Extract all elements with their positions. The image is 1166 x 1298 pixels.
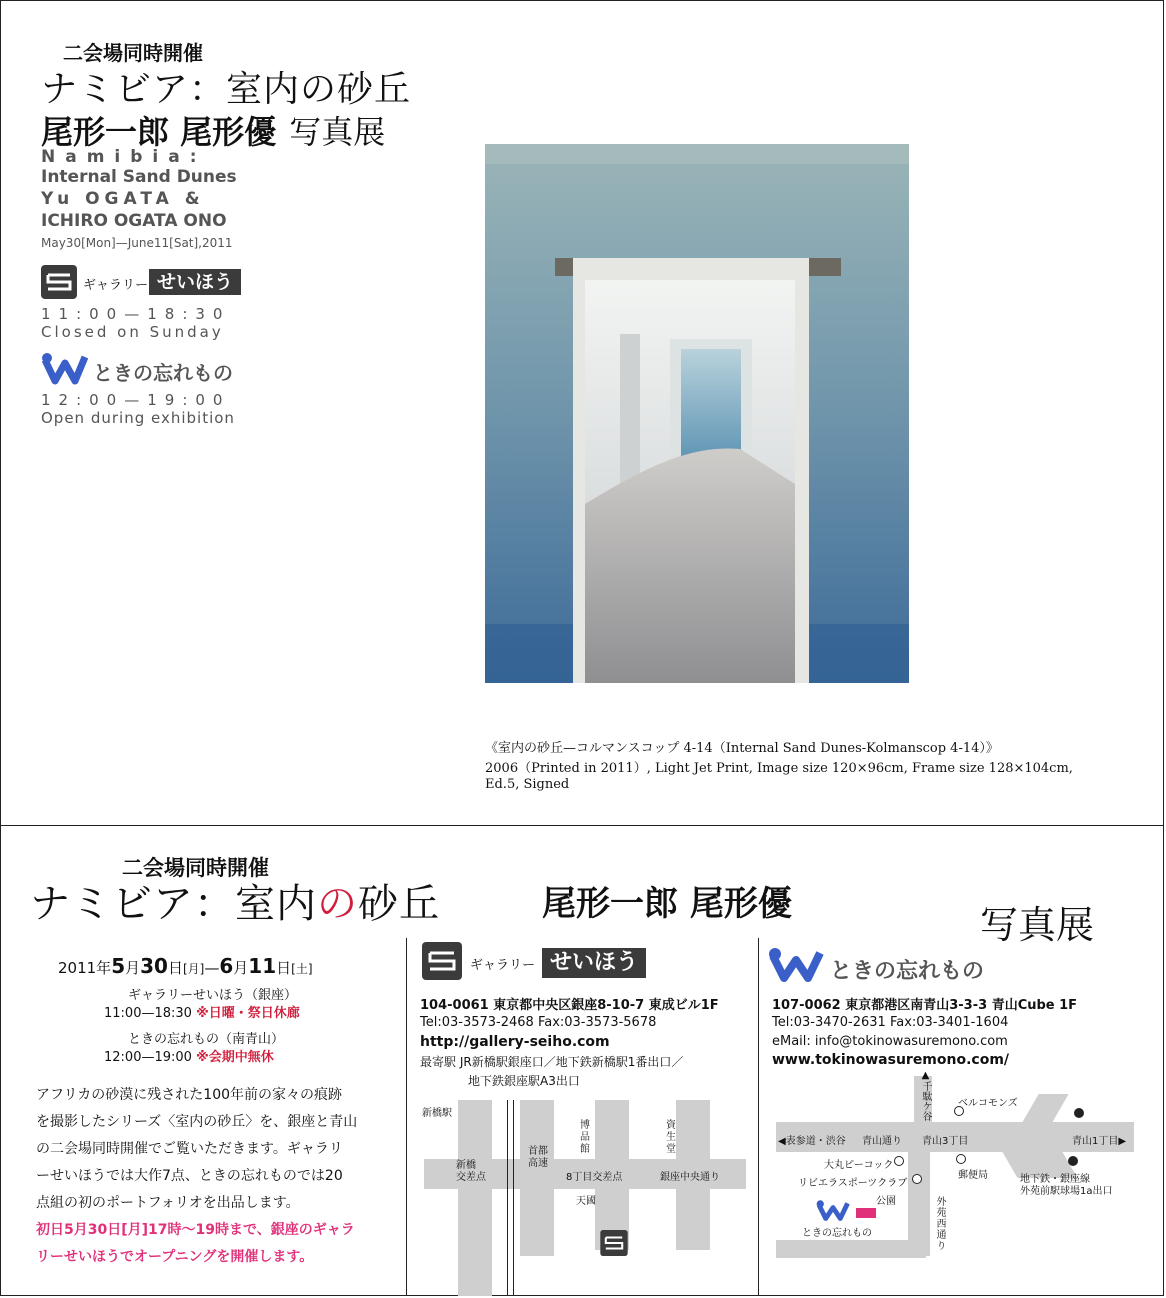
date-month2: 6 — [219, 954, 234, 978]
map2-daimaru: 大丸ピーコック — [824, 1160, 894, 1171]
toki-url[interactable]: www.tokinowasuremono.com/ — [772, 1052, 1010, 1068]
caption-details: 2006（Printed in 2011）, Light Jet Print, Image size 120×96cm, Frame size 128×104cm, — [485, 761, 1073, 776]
photo-image — [485, 144, 909, 683]
gallery-tel: Tel:03-3573-2468 Fax:03-3573-5678 — [420, 1015, 657, 1030]
top-gallery-hours: 11:00—18:30 — [41, 305, 231, 323]
seiho-logo-icon — [422, 942, 462, 980]
map1-ginza-chuo: 銀座中央通り — [660, 1172, 720, 1183]
map1-rail-1 — [507, 1100, 508, 1296]
map2-aoyama3: 青山3丁目 — [922, 1136, 969, 1147]
bottom-toki-name: ときの忘れもの — [830, 959, 985, 984]
map2-subway-marker — [1074, 1108, 1084, 1118]
bottom-dates — [58, 954, 313, 978]
map2-subway-2: 外苑前駅球場1a出口 — [1020, 1186, 1113, 1197]
toki-tel: Tel:03-3470-2631 Fax:03-3401-1604 — [772, 1015, 1009, 1030]
map2-toki-location-marker — [856, 1208, 876, 1218]
opening-line-2: リーせいほうでオープニングを開催します。 — [36, 1249, 314, 1265]
date-year: 2011年 — [58, 959, 112, 977]
map1-shuto: 首都 高速 — [528, 1146, 548, 1169]
opening-line-1: 初日5月30日[月]17時～19時まで、銀座のギャラ — [36, 1222, 355, 1238]
bottom-title-no: の — [317, 881, 358, 927]
desc-line-3: の二会場同時開催でご覧いただきます。ギャラリ — [36, 1141, 343, 1157]
top-dates-en: May30[Mon]—June11[Sat],2011 — [41, 236, 233, 250]
map1-seiho-marker-icon — [600, 1230, 628, 1256]
toki-email[interactable]: eMail: info@tokinowasuremono.com — [772, 1034, 1008, 1049]
desc-line-4: ーせいほうでは大作7点、ときの忘れものでは20 — [36, 1168, 343, 1184]
bottom-gallery-name: せいほう — [542, 948, 646, 978]
map2-omotesando: ◀表参道・渋谷 — [778, 1136, 846, 1147]
map2-koen: 公園 — [876, 1196, 896, 1207]
map2-daimaru-marker — [894, 1156, 904, 1166]
bottom-exhibition: 写真展 — [980, 903, 1095, 947]
venue2-note: ※会期中無休 — [196, 1050, 274, 1065]
map1-shinbashi-eki: 新橋駅 — [422, 1108, 452, 1119]
map2-bellecommons: ベルコモンズ — [958, 1098, 1018, 1109]
map2-yubinkyoku-marker — [956, 1154, 966, 1164]
date-day2: 11 — [248, 954, 277, 978]
date-weekday2: [土] — [291, 962, 313, 976]
gallery-station-2: 地下鉄銀座駅A3出口 — [468, 1074, 580, 1088]
top-title-en-2: Internal Sand Dunes — [41, 167, 237, 187]
map2-riviera: リビエラスポーツクラブ — [798, 1178, 908, 1189]
divider-2 — [758, 938, 759, 1296]
bottom-title-a: ナミビア：室内 — [30, 881, 317, 927]
top-toki-hours: 12:00—19:00 — [41, 391, 231, 409]
venue1-note: ※日曜・祭日休廊 — [196, 1006, 300, 1021]
map1-hatchome: 8丁目交差点 — [566, 1172, 623, 1183]
caption-edition: Ed.5, Signed — [485, 777, 570, 792]
map2-road-south — [776, 1240, 926, 1258]
map1-hakuhinkan: 博 品 館 — [580, 1120, 590, 1155]
date-day-unit1: 日 — [167, 959, 183, 977]
toki-address: 107-0062 東京都港区南青山3-3-3 青山Cube 1F — [772, 998, 1078, 1013]
map2-toki: ときの忘れもの — [802, 1228, 872, 1239]
gallery-station-1: 最寄駅 JR新橋駅銀座口／地下鉄新橋駅1番出口／ — [420, 1055, 684, 1069]
map1-road-v1 — [458, 1100, 492, 1296]
desc-line-5: 点組の初のポートフォリオを出品します。 — [36, 1195, 300, 1211]
map2-aoyama1: 青山1丁目▶ — [1072, 1136, 1127, 1147]
divider-1 — [406, 938, 407, 1296]
top-artists-en-2: ICHIRO OGATA ONO — [41, 211, 227, 231]
bottom-gallery-label: ギャラリー — [470, 958, 536, 973]
map2-riviera-marker — [912, 1174, 922, 1184]
date-dash: — — [204, 959, 220, 977]
map2-aoyama-dori-label: 青山通り — [862, 1136, 902, 1147]
description — [36, 1082, 357, 1271]
map1-tenkuni: 天國 — [576, 1196, 596, 1207]
seiho-logo-icon — [41, 265, 77, 299]
map2-gaien: 外苑西通り — [934, 1196, 945, 1251]
exhibition-photo — [485, 144, 909, 683]
gallery-url[interactable]: http://gallery-seiho.com — [420, 1034, 610, 1050]
map2-subway-1: 地下鉄・銀座線 — [1020, 1174, 1090, 1185]
venue1-hours: 11:00—18:30 — [104, 1006, 192, 1021]
top-title-en-1: Namibia: — [41, 147, 207, 167]
top-gallery-label: ギャラリー — [83, 278, 149, 293]
desc-line-2: を撮影したシリーズ〈室内の砂丘〉を、銀座と青山 — [36, 1114, 358, 1130]
date-weekday1: [月] — [182, 962, 205, 976]
top-toki-open: Open during exhibition — [41, 409, 235, 427]
venue2-hours-line — [104, 1046, 274, 1065]
top-gallery-closed: Closed on Sunday — [41, 323, 224, 341]
top-title-jp: ナミビア：室内の砂丘 — [41, 69, 412, 110]
toki-logo-icon — [768, 946, 824, 982]
bottom-artists: 尾形一郎 尾形優 — [542, 884, 792, 924]
venue1-name: ギャラリーせいほう（銀座） — [128, 988, 298, 1003]
date-month1: 5 — [111, 954, 126, 978]
map2-sendagaya: ▲千駄ケ谷 — [920, 1070, 931, 1121]
toki-logo-icon — [41, 351, 89, 385]
venue1-hours-line — [104, 1002, 300, 1021]
bottom-concurrent: 二会場同時開催 — [122, 856, 269, 880]
top-toki-name: ときの忘れもの — [93, 361, 233, 385]
top-concurrent: 二会場同時開催 — [63, 41, 203, 65]
bottom-title — [30, 874, 440, 934]
venue2-name: ときの忘れもの（南青山） — [128, 1032, 285, 1047]
desc-line-1: アフリカの砂漠に残された100年前の家々の痕跡 — [36, 1087, 343, 1103]
top-gallery-name: せいほう — [149, 269, 241, 295]
bottom-title-b: 砂丘 — [358, 881, 440, 927]
map1-shiseido: 資 生 堂 — [666, 1120, 676, 1155]
venue2-hours: 12:00—19:00 — [104, 1050, 192, 1065]
date-day-unit2: 日 — [276, 959, 292, 977]
map2-subway-marker-2 — [1068, 1156, 1078, 1166]
map2-toki-logo-icon — [816, 1198, 850, 1222]
map1-shinbashi-kosaten: 新橋 交差点 — [456, 1160, 486, 1183]
top-exhibition-jp: 写真展 — [289, 113, 386, 151]
map1-rail-2 — [513, 1100, 514, 1296]
date-month-unit2: 月 — [233, 959, 249, 977]
caption-title: 《室内の砂丘—コルマンスコップ 4-14（Internal Sand Dunes-Kolmanscop 4-14）》 — [485, 741, 999, 756]
top-artists-jp: 尾形一郎 尾形優 — [41, 113, 277, 151]
map2-yubinkyoku: 郵便局 — [958, 1170, 988, 1181]
top-artists-en-1: Yu OGATA & — [41, 189, 205, 209]
date-day1: 30 — [140, 954, 168, 978]
date-month-unit1: 月 — [125, 959, 141, 977]
gallery-address: 104-0061 東京都中央区銀座8-10-7 東成ビル1F — [420, 998, 719, 1013]
